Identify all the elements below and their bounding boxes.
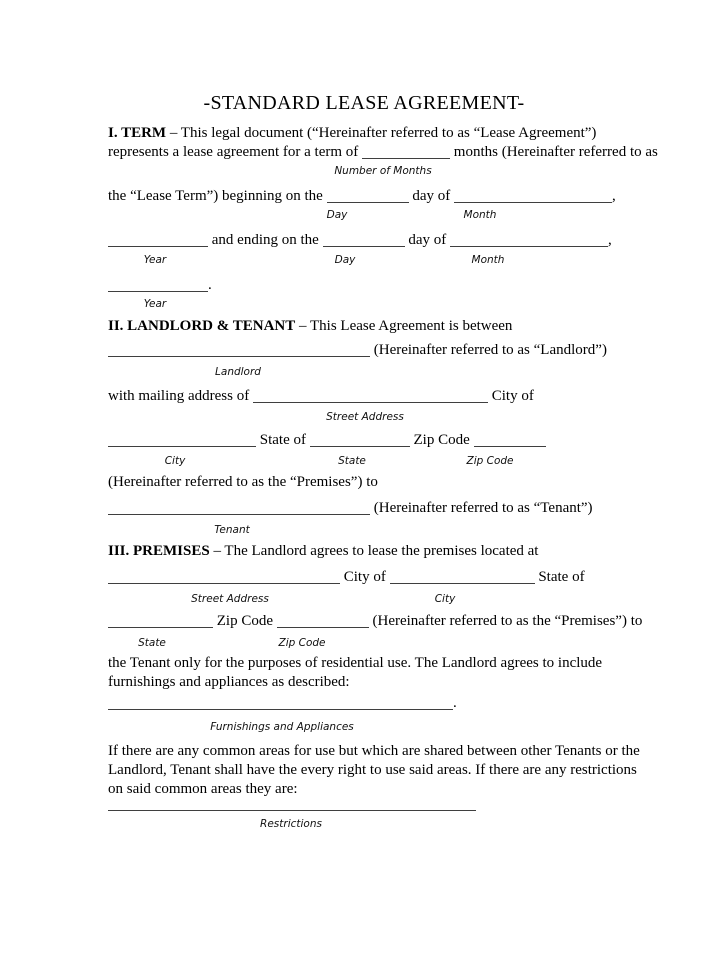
premises-state-of: State of (534, 569, 585, 585)
term-label-row-4 (0, 298, 728, 312)
premises-city-of: City of (340, 569, 390, 585)
term-line-2a: represents a lease agreement for a term of (108, 144, 363, 160)
label-day-2: Day (334, 254, 356, 266)
premises-ref-text-2: (Hereinafter referred to as the “Premises”) to (368, 613, 643, 629)
restrictions-blank-line (108, 795, 476, 814)
term-line-1-text: – This legal document (“Hereinafter referred to as “Lease Agreement”) (166, 125, 597, 141)
premises-zip-blank[interactable] (277, 614, 369, 628)
label-state-2: State (138, 637, 166, 649)
premises-ref-line (108, 473, 378, 492)
label-zip-code-2: Zip Code (278, 637, 326, 649)
label-zip-code-1: Zip Code (466, 455, 514, 467)
landlord-tenant-line-1: – This Lease Agreement is between (295, 318, 513, 334)
term-end-year-blank[interactable] (108, 233, 208, 247)
premises-para-2-line-2 (108, 761, 637, 780)
landlord-label-row (0, 366, 728, 380)
label-tenant: Tenant (214, 524, 250, 536)
furnishings-period: . (453, 695, 457, 711)
premises-state-zip-label-row (0, 637, 728, 651)
label-landlord: Landlord (215, 366, 261, 378)
furnishings-blank[interactable] (108, 696, 453, 710)
term-line-2b: months (Hereinafter referred to as (450, 144, 658, 160)
landlord-name-line (108, 341, 607, 360)
label-number-of-months: Number of Months (334, 165, 432, 177)
label-street-address-2: Street Address (191, 593, 269, 605)
premises-city-blank[interactable] (390, 570, 535, 584)
term-label-row-2 (0, 209, 728, 223)
premises-address-line (108, 568, 585, 587)
label-restrictions: Restrictions (260, 818, 322, 830)
term-end-day-blank[interactable] (323, 233, 405, 247)
landlord-tenant-heading-line (108, 317, 512, 336)
premises-para-2c: on said common areas they are: (108, 781, 298, 797)
premises-heading: III. PREMISES (108, 543, 210, 559)
premises-para-2a: If there are any common areas for use but which are shared between other Tenants or the (108, 743, 640, 759)
term-line-1 (108, 124, 596, 143)
landlord-name-blank[interactable] (108, 343, 370, 357)
label-year-2: Year (143, 298, 167, 310)
premises-heading-line (108, 542, 538, 561)
landlord-tenant-heading: II. LANDLORD & TENANT (108, 318, 296, 334)
premises-address-label-row (0, 593, 728, 607)
restrictions-blank[interactable] (108, 797, 476, 811)
csz-zip-code: Zip Code (409, 432, 474, 448)
term-line-3a: the “Lease Term”) beginning on the (108, 188, 327, 204)
landlord-ref-text: (Hereinafter referred to as “Landlord”) (370, 342, 607, 358)
page-title: -STANDARD LEASE AGREEMENT- (203, 92, 525, 114)
premises-para-1-line-1 (108, 654, 602, 673)
label-day-1: Day (326, 209, 348, 221)
term-line-4 (108, 231, 612, 250)
tenant-name-line (108, 499, 593, 518)
term-end-month-blank[interactable] (450, 233, 608, 247)
restrictions-label-row (0, 818, 728, 832)
landlord-city-blank[interactable] (108, 433, 256, 447)
landlord-zip-blank[interactable] (474, 433, 546, 447)
premises-para-2-line-1 (108, 742, 640, 761)
tenant-ref-text: (Hereinafter referred to as “Tenant”) (370, 500, 593, 516)
premises-para-2b: Landlord, Tenant shall have the every right to use said areas. If there are any restrictions (108, 762, 637, 778)
mailing-city-of: City of (487, 388, 534, 404)
premises-line-1: – The Landlord agrees to lease the premises located at (209, 543, 539, 559)
furnishings-blank-line (108, 694, 457, 713)
tenant-name-blank[interactable] (108, 501, 370, 515)
term-months-blank[interactable] (362, 145, 450, 159)
premises-para-1a: the Tenant only for the purposes of residential use. The Landlord agrees to include (108, 655, 603, 671)
term-comma-1: , (612, 188, 616, 204)
landlord-state-blank[interactable] (310, 433, 410, 447)
furnishings-label-row (0, 721, 728, 735)
term-year-blank[interactable] (108, 278, 208, 292)
premises-ref-text-1: (Hereinafter referred to as the “Premises”) to (108, 474, 378, 490)
label-furnishings: Furnishings and Appliances (210, 721, 354, 733)
label-city-1: City (164, 455, 186, 467)
label-state-1: State (338, 455, 366, 467)
landlord-street-address-blank[interactable] (253, 389, 488, 403)
term-comma-2: , (607, 232, 612, 248)
city-state-zip-line (108, 431, 546, 450)
term-label-row-3 (0, 254, 728, 268)
term-line-3 (108, 187, 616, 206)
term-line-2 (108, 143, 658, 162)
premises-para-1b: furnishings and appliances as described: (108, 674, 350, 690)
city-state-zip-label-row (0, 455, 728, 469)
premises-para-1-line-2 (108, 673, 350, 692)
csz-state-of: State of (256, 432, 310, 448)
label-year-1: Year (143, 254, 167, 266)
premises-state-blank[interactable] (108, 614, 213, 628)
label-city-2: City (434, 593, 456, 605)
term-heading: I. TERM (108, 125, 167, 141)
term-line-5 (108, 276, 212, 295)
term-line-4a: and ending on the (208, 232, 323, 248)
term-begin-day-blank[interactable] (327, 189, 409, 203)
street-address-label-row (0, 411, 728, 425)
label-street-address-1: Street Address (326, 411, 404, 423)
premises-state-zip-line (108, 612, 642, 631)
term-day-of-1: day of (408, 188, 454, 204)
premises-street-address-blank[interactable] (108, 570, 340, 584)
term-begin-month-blank[interactable] (454, 189, 612, 203)
label-month-1: Month (463, 209, 497, 221)
premises-zip-code: Zip Code (213, 613, 277, 629)
term-day-of-2: day of (404, 232, 450, 248)
term-period: . (208, 277, 212, 293)
tenant-label-row (0, 524, 728, 538)
mailing-address-line (108, 387, 534, 406)
term-label-row-1 (0, 165, 728, 179)
mailing-text: with mailing address of (108, 388, 253, 404)
label-month-2: Month (471, 254, 505, 266)
